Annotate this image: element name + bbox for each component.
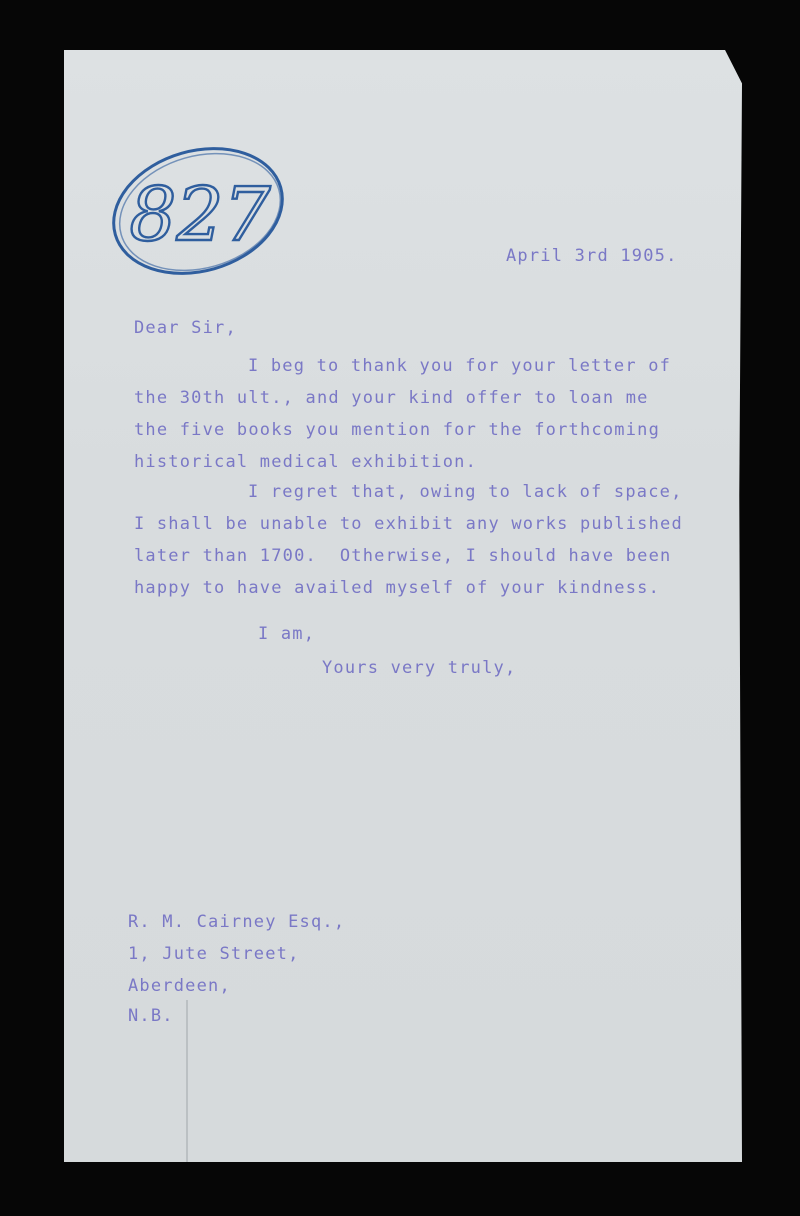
letter-closing: Yours very truly, — [322, 658, 517, 678]
paper-crease — [186, 1000, 188, 1162]
letter-salutation: Dear Sir, — [134, 318, 237, 338]
recipient-address-line: R. M. Cairney Esq., — [128, 912, 346, 932]
letter-date: April 3rd 1905. — [506, 246, 678, 266]
letter-body-line: historical medical exhibition. — [134, 452, 478, 472]
letter-body-line: the 30th ult., and your kind offer to loan me — [134, 388, 649, 408]
recipient-address-line: Aberdeen, — [128, 976, 231, 996]
letter-body-line: happy to have availed myself of your kindness. — [134, 578, 661, 598]
archive-number-stamp — [108, 142, 288, 280]
letter-body-line: later than 1700. Otherwise, I should have been — [134, 546, 672, 566]
letter-closing: I am, — [258, 624, 316, 644]
letter-body-line: I regret that, owing to lack of space, — [248, 482, 683, 502]
recipient-address-line: 1, Jute Street, — [128, 944, 300, 964]
archive-number-text: 827 — [129, 172, 271, 258]
recipient-address-line: N.B. — [128, 1006, 174, 1026]
letter-body-line: I beg to thank you for your letter of — [248, 356, 672, 376]
letter-body-line: the five books you mention for the forthcoming — [134, 420, 661, 440]
letter-body-line: I shall be unable to exhibit any works published — [134, 514, 683, 534]
